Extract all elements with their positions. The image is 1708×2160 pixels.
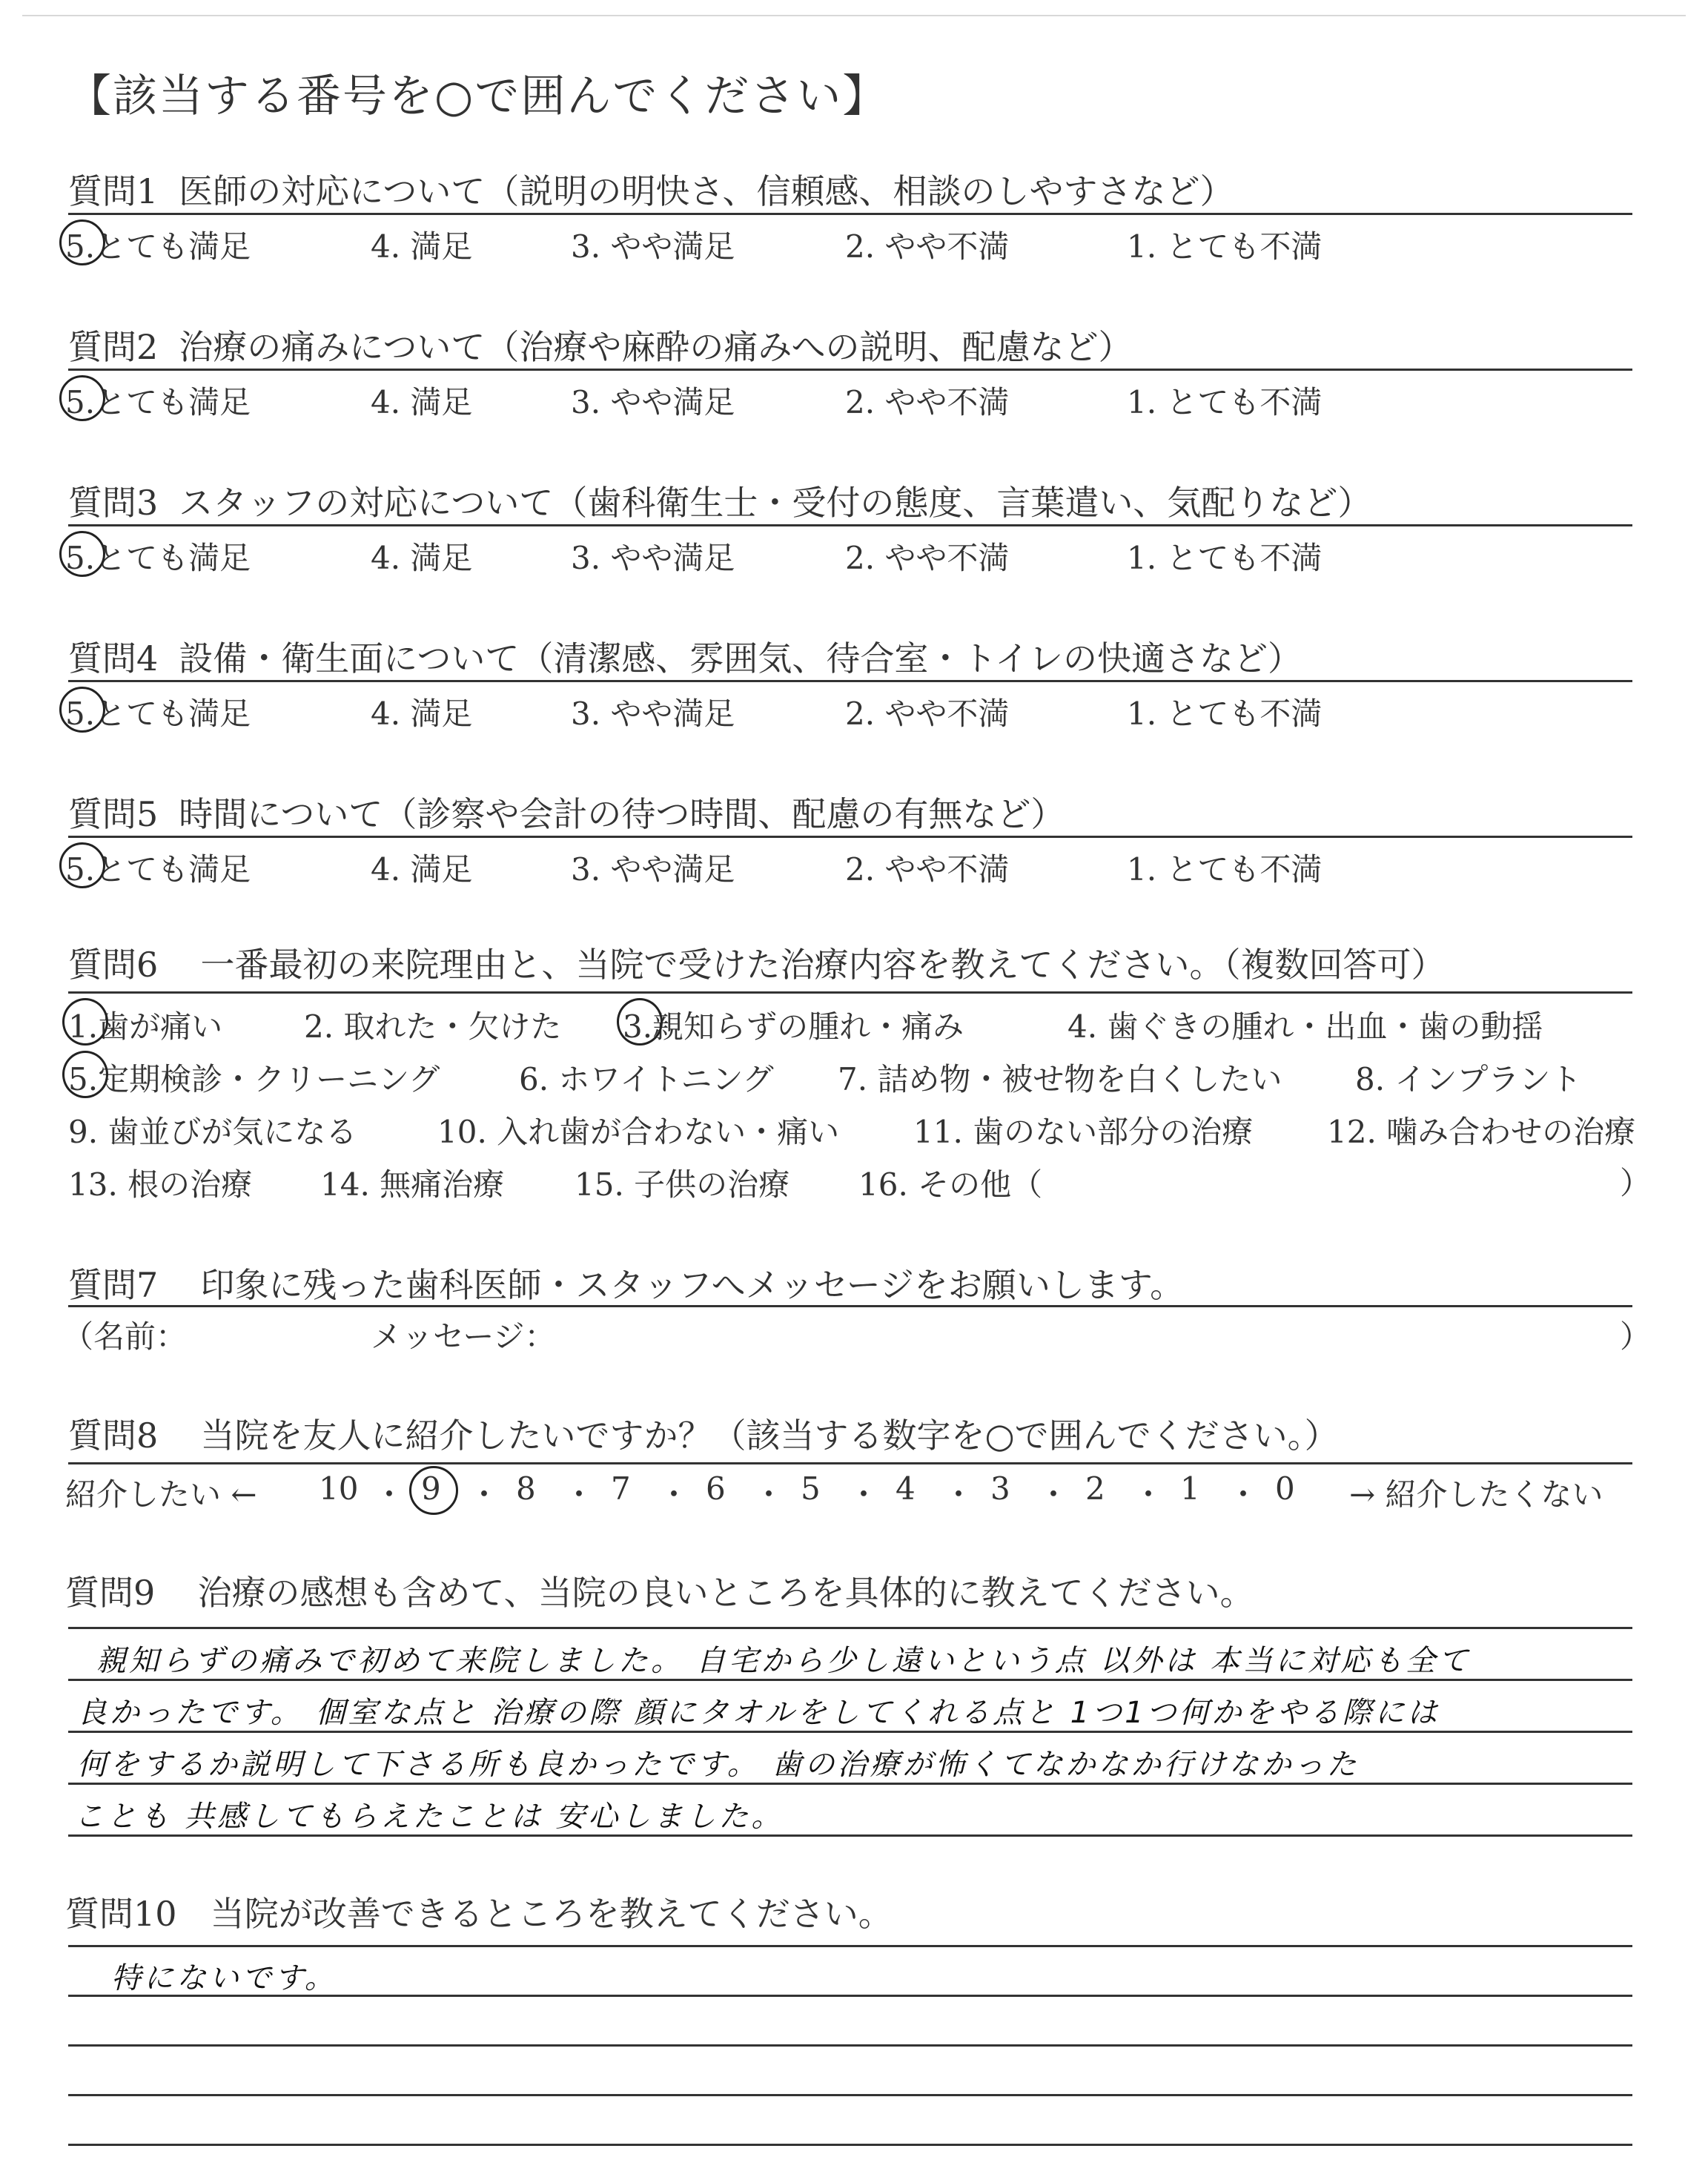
q10-label: 質問10 [65,1894,177,1934]
q10-text: 当院が改善できるところを教えてください。 [210,1894,893,1934]
q10-line [68,2044,1632,2047]
q6-rule [68,991,1632,994]
q8-scale-value[interactable]: 1 [1180,1470,1200,1507]
q8-scale-value[interactable]: 10 [319,1470,359,1507]
rating-option[interactable]: 4. 満足 [371,228,473,265]
q6-text: 一番最初の来院理由と、当院で受けた治療内容を教えてください。（複数回答可） [200,945,1446,985]
q8-scale-separator: ・ [1038,1476,1070,1513]
q6-option[interactable]: 7. 詰め物・被せ物を白くしたい [838,1061,1282,1097]
rating-option[interactable]: 2. やや不満 [845,384,1010,420]
q8-scale-separator: ・ [1133,1476,1165,1513]
selected-answer-circle [59,375,105,421]
rating-option[interactable]: 1. とても不満 [1127,384,1323,420]
q6-option[interactable]: 16. その他（ [858,1166,1043,1203]
q6-option[interactable]: 12. 噛み合わせの治療 [1327,1114,1636,1150]
q10-line [68,2094,1632,2096]
q8-scale-separator: ・ [1228,1476,1260,1513]
question-rule [68,680,1632,682]
q9-line [68,1627,1632,1629]
q9-label: 質問9 [65,1573,156,1613]
question-rule [68,369,1632,371]
q7-text: 印象に残った歯科医師・スタッフへメッセージをお願いします。 [200,1265,1185,1305]
q8-text: 当院を友人に紹介したいですか？（該当する数字を○で囲んでください。） [200,1416,1339,1456]
question-rule [68,213,1632,215]
q6-close-paren: ） [1620,1165,1652,1201]
q8-left-label: 紹介したい ← [65,1476,257,1513]
q10-answer-line: 特にないです。 [111,1961,337,1995]
rating-option[interactable]: 5.とても満足 [65,696,251,732]
q6-option[interactable]: 4. 歯ぐきの腫れ・出血・歯の動揺 [1068,1008,1543,1045]
selected-answer-circle [59,219,105,265]
q7-heading [68,1258,1184,1307]
rating-option[interactable]: 4. 満足 [371,384,473,420]
rating-option[interactable]: 3. やや満足 [571,851,735,888]
q8-scale-value[interactable]: 5 [801,1470,821,1507]
rating-option[interactable]: 3. やや満足 [571,540,735,576]
q10-heading [65,1887,893,1936]
question-label: 質問2 [68,327,159,367]
top-border [22,15,1686,16]
rating-option[interactable]: 1. とても不満 [1127,540,1323,576]
q8-scale-value[interactable]: 9 [421,1470,441,1507]
selected-answer-circle [62,998,108,1046]
q8-scale-separator: ・ [753,1476,785,1513]
q9-heading [65,1566,1254,1615]
q9-answer-line: 親知らずの痛みで初めて来院しました。 自宅から少し遠いという点 以外は 本当に対応も全て [96,1644,1472,1678]
question-text: 医師の対応について（説明の明快さ、信頼感、相談のしやすさなど） [179,171,1234,211]
q8-label: 質問8 [68,1416,159,1456]
q8-scale-value[interactable]: 8 [516,1470,536,1507]
q9-answer-line: ことも 共感してもらえたことは 安心しました。 [74,1800,784,1834]
question-label: 質問4 [68,638,159,678]
rating-option[interactable]: 2. やや不満 [845,540,1010,576]
q8-scale-separator: ・ [469,1476,500,1513]
rating-option[interactable]: 4. 満足 [371,540,473,576]
q6-option[interactable]: 10. 入れ歯が合わない・痛い [437,1114,840,1150]
rating-option[interactable]: 5.とても満足 [65,228,251,265]
q6-option[interactable]: 1.歯が痛い [68,1008,223,1045]
selected-answer-circle [409,1466,458,1515]
selected-answer-circle [59,531,105,577]
q7-close-paren: ） [1620,1318,1652,1355]
question-text: 治療の痛みについて（治療や麻酔の痛みへの説明、配慮など） [179,327,1133,367]
rating-option[interactable]: 1. とても不満 [1127,696,1323,732]
q8-right-label: → 紹介したくない [1349,1476,1603,1513]
q6-option[interactable]: 6. ホワイトニング [519,1061,774,1097]
rating-option[interactable]: 5.とても満足 [65,851,251,888]
rating-option[interactable]: 5.とても満足 [65,540,251,576]
q6-option[interactable]: 3.親知らずの腫れ・痛み [623,1008,964,1045]
q8-scale-separator: ・ [563,1476,595,1513]
rating-option[interactable]: 3. やや満足 [571,696,735,732]
rating-option[interactable]: 2. やや不満 [845,228,1010,265]
rating-option[interactable]: 2. やや不満 [845,851,1010,888]
rating-option[interactable]: 4. 満足 [371,851,473,888]
q8-scale-value[interactable]: 6 [706,1470,726,1507]
q8-rule [68,1462,1632,1464]
q7-name-label: （名前： [62,1318,188,1355]
rating-option[interactable]: 1. とても不満 [1127,228,1323,265]
rating-option[interactable]: 3. やや満足 [571,228,735,265]
question-heading [68,787,1065,836]
q9-text: 治療の感想も含めて、当院の良いところを具体的に教えてください。 [197,1573,1254,1613]
q6-option[interactable]: 9. 歯並びが気になる [68,1114,357,1150]
q6-heading [68,938,1446,987]
question-rule [68,524,1632,526]
q9-answer-line: 何をするか説明して下さる所も良かったです。 歯の治療が怖くてなかなか行けなかった [77,1748,1360,1782]
rating-option[interactable]: 2. やや不満 [845,696,1010,732]
question-label: 質問1 [68,171,159,211]
question-heading [68,632,1302,681]
question-text: スタッフの対応について（歯科衛生士・受付の態度、言葉遣い、気配りなど） [179,483,1372,523]
selected-answer-circle [62,1051,108,1098]
q6-option[interactable]: 2. 取れた・欠けた [304,1008,562,1045]
q6-label: 質問6 [68,945,159,985]
question-heading [68,320,1132,369]
question-heading [68,165,1234,214]
q8-scale-separator: ・ [943,1476,975,1513]
question-label: 質問3 [68,483,159,523]
q8-scale-value[interactable]: 3 [990,1470,1010,1507]
q8-scale-separator: ・ [658,1476,690,1513]
q6-option[interactable]: 13. 根の治療 [68,1166,253,1203]
q7-label: 質問7 [68,1265,159,1305]
q8-scale-value[interactable]: 0 [1275,1470,1295,1507]
q8-scale-value[interactable]: 4 [896,1470,916,1507]
q7-message-label: メッセージ： [371,1318,556,1355]
q10-line [68,1945,1632,1947]
q8-heading [68,1409,1339,1458]
q6-option[interactable]: 15. 子供の治療 [575,1166,790,1203]
q8-scale-separator: ・ [374,1476,406,1513]
q6-option[interactable]: 8. インプラント [1355,1061,1582,1097]
question-label: 質問5 [68,794,159,834]
q6-option[interactable]: 11. 歯のない部分の治療 [913,1114,1254,1150]
q8-scale-separator: ・ [848,1476,880,1513]
question-text: 設備・衛生面について（清潔感、雰囲気、待合室・トイレの快適さなど） [179,638,1302,678]
rating-option[interactable]: 3. やや満足 [571,384,735,420]
q6-option[interactable]: 14. 無痛治療 [320,1166,505,1203]
selected-answer-circle [617,998,663,1046]
question-heading [68,476,1371,525]
selected-answer-circle [59,687,105,733]
page-title: 【該当する番号を○で囲んでください】 [67,70,889,122]
q8-scale-value[interactable]: 2 [1085,1470,1105,1507]
question-rule [68,836,1632,838]
q9-answer-line: 良かったです。 個室な点と 治療の際 顔にタオルをしてくれる点と 1つ1つ何かをやる際には [77,1696,1440,1730]
selected-answer-circle [59,842,105,888]
rating-option[interactable]: 1. とても不満 [1127,851,1323,888]
q10-line [68,2144,1632,2146]
q7-rule [68,1305,1632,1307]
question-text: 時間について（診察や会計の待つ時間、配慮の有無など） [179,794,1065,834]
rating-option[interactable]: 5.とても満足 [65,384,251,420]
q8-scale-value[interactable]: 7 [611,1470,631,1507]
rating-option[interactable]: 4. 満足 [371,696,473,732]
q6-option[interactable]: 5.定期検診・クリーニング [68,1061,440,1097]
